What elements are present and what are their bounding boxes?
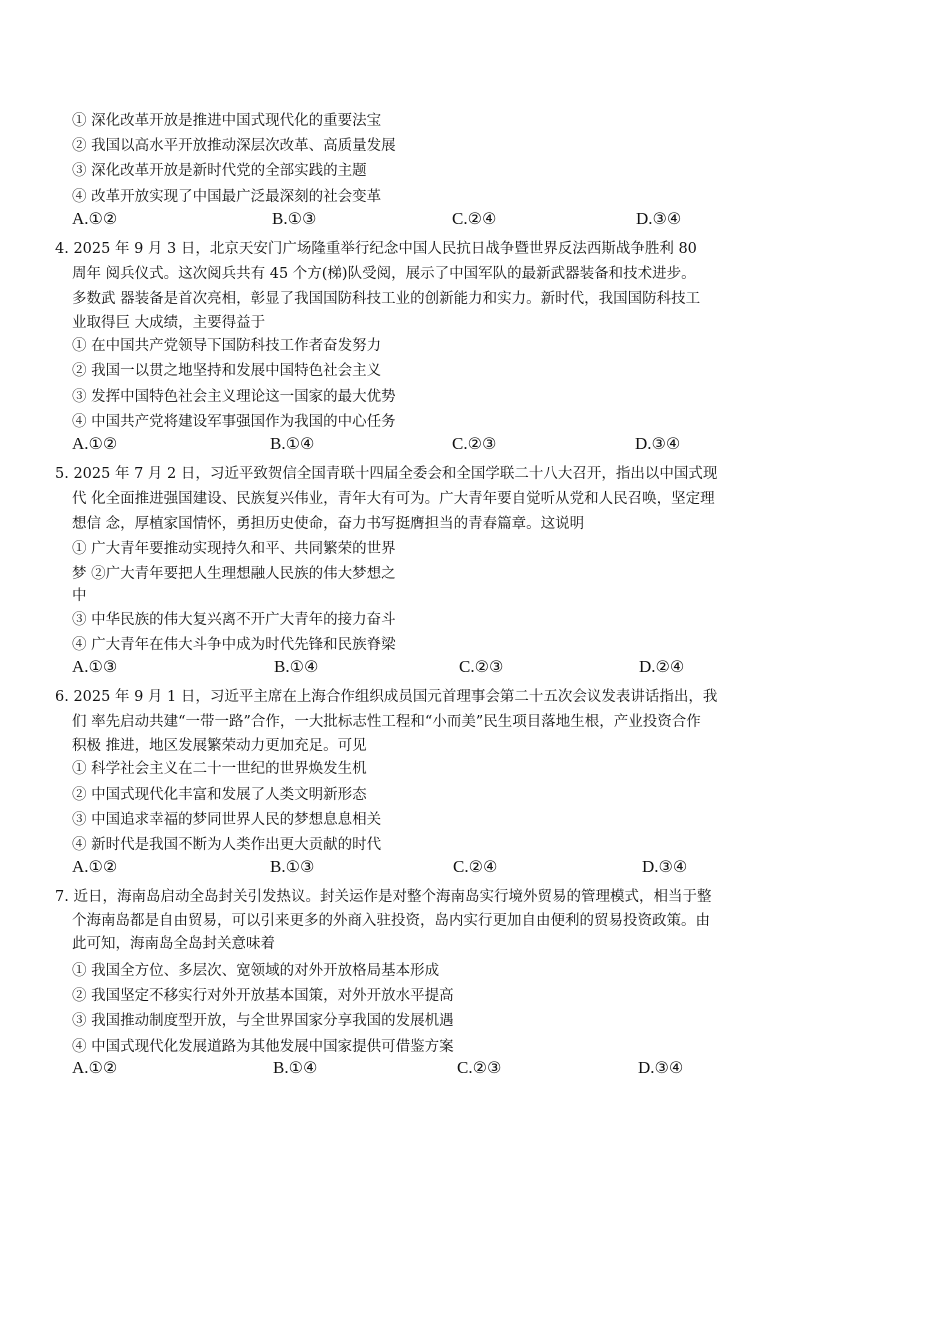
q5-option-b[interactable]: B.①④: [274, 657, 319, 676]
q7-item-4: ④ 中国式现代化发展道路为其他发展中国家提供可借鉴方案: [72, 1039, 454, 1055]
q6-item-4: ④ 新时代是我国不断为人类作出更大贡献的时代: [72, 837, 382, 853]
q7-stem-line-3: 此可知，海南岛全岛封关意味着: [72, 936, 275, 952]
q5-item-2: 梦 ②广大青年要把人生理想融人民族的伟大梦想之: [72, 566, 396, 582]
q5-option-a[interactable]: A.①③: [72, 657, 118, 676]
q6-stem-line-1: 6. 2025 年 9 月 1 日，习近平主席在上海合作组织成员国元首理事会第二十五次会议发表讲话指出，我: [55, 689, 718, 705]
q6-item-2: ② 中国式现代化丰富和发展了人类文明新形态: [72, 787, 367, 803]
q6-stem-line-2: 们 率先启动共建“一带一路”合作，一大批标志性工程和“小而美”民生项目落地生根，产业投资合作: [72, 714, 701, 730]
q6-options: [72, 857, 772, 883]
q3-item-3: ③ 深化改革开放是新时代党的全部实践的主题: [72, 163, 367, 179]
q7-item-3: ③ 我国推动制度型开放，与全世界国家分享我国的发展机遇: [72, 1013, 454, 1029]
q5-stem-line-1: 5. 2025 年 7 月 2 日，习近平致贺信全国青联十四届全委会和全国学联二十八大召开，指出以中国式现: [55, 466, 718, 482]
q6-stem-line-3: 积极 推进，地区发展繁荣动力更加充足。可见: [72, 738, 367, 754]
q7-stem-line-2: 个海南岛都是自由贸易，可以引来更多的外商入驻投资，岛内实行更加自由便利的贸易投资政策。由: [72, 913, 710, 929]
q6-option-d[interactable]: D.③④: [642, 857, 688, 876]
q4-stem-line-4: 业取得巨 大成绩，主要得益于: [72, 315, 266, 331]
q4-item-1: ① 在中国共产党领导下国防科技工作者奋发努力: [72, 338, 382, 354]
q5-item-4: ④ 广大青年在伟大斗争中成为时代先锋和民族脊梁: [72, 637, 396, 653]
q7-options: [72, 1058, 772, 1084]
q7-option-a[interactable]: A.①②: [72, 1058, 118, 1077]
q3-item-2: ② 我国以高水平开放推动深层次改革、高质量发展: [72, 138, 396, 154]
q4-option-d[interactable]: D.③④: [635, 434, 681, 453]
q4-item-3: ③ 发挥中国特色社会主义理论这一国家的最大优势: [72, 389, 396, 405]
q5-item-1: ① 广大青年要推动实现持久和平、共同繁荣的世界: [72, 541, 396, 557]
q6-option-a[interactable]: A.①②: [72, 857, 118, 876]
q6-item-3: ③ 中国追求幸福的梦同世界人民的梦想息息相关: [72, 812, 382, 828]
q5-item-3: ③ 中华民族的伟大复兴离不开广大青年的接力奋斗: [72, 612, 396, 628]
q6-option-c[interactable]: C.②④: [453, 857, 498, 876]
q7-stem-line-1: 7. 近日，海南岛启动全岛封关引发热议。封关运作是对整个海南岛实行境外贸易的管理模式，相当于整: [55, 889, 712, 905]
q4-item-2: ② 我国一以贯之地坚持和发展中国特色社会主义: [72, 363, 382, 379]
q4-option-a[interactable]: A.①②: [72, 434, 118, 453]
q5-options: [72, 657, 772, 683]
q5-option-c[interactable]: C.②③: [459, 657, 504, 676]
q4-option-b[interactable]: B.①④: [270, 434, 315, 453]
q4-stem-line-2: 周年 阅兵仪式。这次阅兵共有 45 个方(梯)队受阅，展示了中国军队的最新武器装备和技术进步。: [72, 266, 696, 282]
q3-option-b[interactable]: B.①③: [272, 209, 317, 228]
q3-item-4: ④ 改革开放实现了中国最广泛最深刻的社会变革: [72, 189, 382, 205]
q4-stem-line-3: 多数武 器装备是首次亮相，彰显了我国国防科技工业的创新能力和实力。新时代，我国国防科技工: [72, 291, 701, 307]
q4-stem-line-1: 4. 2025 年 9 月 3 日，北京天安门广场隆重举行纪念中国人民抗日战争暨世界反法西斯战争胜利 80: [55, 241, 697, 257]
q7-item-2: ② 我国坚定不移实行对外开放基本国策，对外开放水平提高: [72, 988, 454, 1004]
q5-stem-line-3: 想信 念，厚植家国情怀，勇担历史使命，奋力书写挺膺担当的青春篇章。这说明: [72, 516, 585, 532]
q4-options: [72, 434, 772, 460]
q3-option-c[interactable]: C.②④: [452, 209, 497, 228]
q6-option-b[interactable]: B.①③: [270, 857, 315, 876]
q5-stem-line-2: 代 化全面推进强国建设、民族复兴伟业，青年大有可为。广大青年要自觉听从党和人民召唤，坚定理: [72, 491, 715, 507]
q7-option-b[interactable]: B.①④: [273, 1058, 318, 1077]
q7-item-1: ① 我国全方位、多层次、宽领域的对外开放格局基本形成: [72, 963, 440, 979]
q3-options: [72, 209, 772, 235]
q5-item-2-cont: 中: [72, 588, 87, 604]
q7-option-c[interactable]: C.②③: [457, 1058, 502, 1077]
q3-option-a[interactable]: A.①②: [72, 209, 118, 228]
q6-item-1: ① 科学社会主义在二十一世纪的世界焕发生机: [72, 761, 367, 777]
q5-option-d[interactable]: D.②④: [639, 657, 685, 676]
q7-option-d[interactable]: D.③④: [638, 1058, 684, 1077]
q4-item-4: ④ 中国共产党将建设军事强国作为我国的中心任务: [72, 414, 396, 430]
q3-option-d[interactable]: D.③④: [636, 209, 682, 228]
q4-option-c[interactable]: C.②③: [452, 434, 497, 453]
q3-item-1: ① 深化改革开放是推进中国式现代化的重要法宝: [72, 113, 382, 129]
